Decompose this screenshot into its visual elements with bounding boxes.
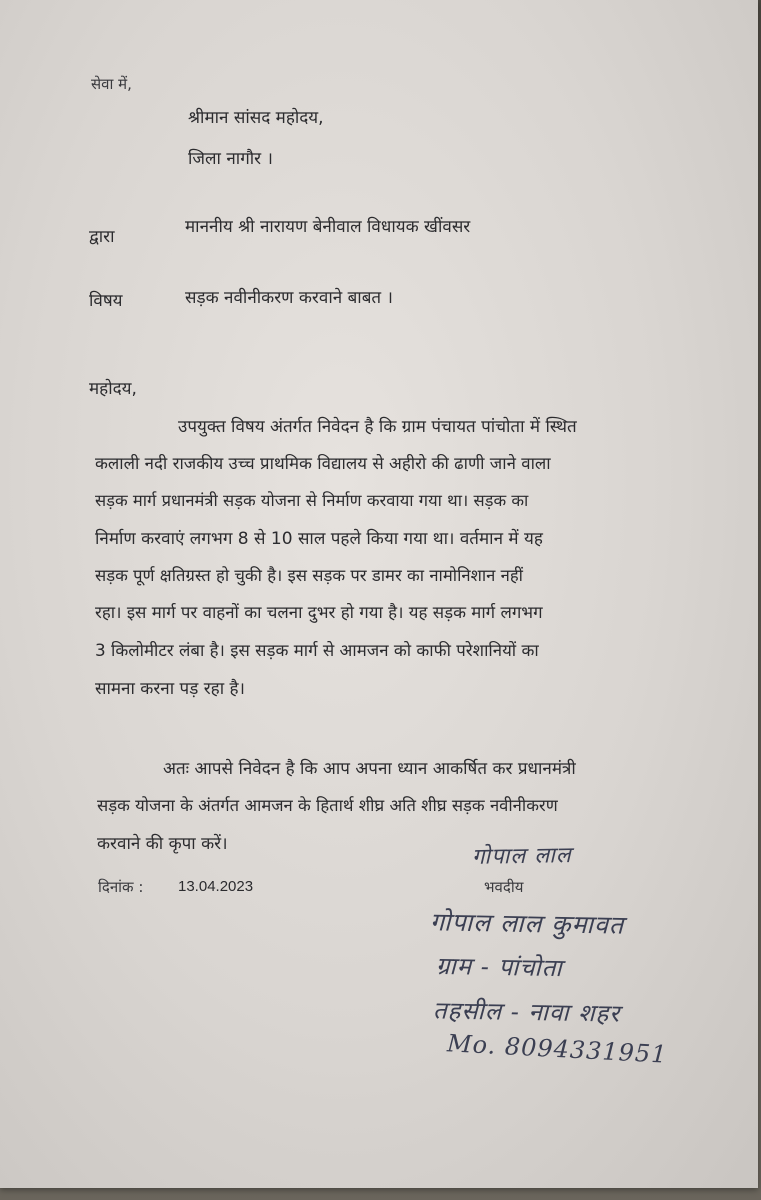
salutation-to: सेवा में, [91, 75, 132, 93]
date-value: 13.04.2023 [178, 878, 254, 895]
body-line: सड़क पूर्ण क्षतिग्रस्त हो चुकी है। इस सड़क पर डामर का नामोनिशान नहीं [95, 566, 523, 585]
body-line: उपयुक्त विषय अंतर्गत निवेदन है कि ग्राम पंचायत पांचोता में स्थित [178, 417, 577, 437]
handwritten-mobile: Mo. 8094331951 [446, 1029, 669, 1069]
recipient-district: जिला नागौर । [188, 149, 273, 169]
via-value: माननीय श्री नारायण बेनीवाल विधायक खींवसर [185, 217, 471, 237]
greeting: महोदय, [89, 379, 137, 399]
subject-value: सड़क नवीनीकरण करवाने बाबत । [185, 288, 393, 308]
body-line: सड़क मार्ग प्रधानमंत्री सड़क योजना से निर्माण करवाया गया था। सड़क का [95, 491, 529, 510]
handwritten-signature: गोपाल लाल [471, 843, 572, 870]
body-line: सामना करना पड़ रहा है। [95, 679, 245, 699]
subject-label: विषय [89, 291, 123, 311]
handwritten-tehsil: तहसील - नावा शहर [432, 996, 621, 1028]
via-label: द्वारा [89, 227, 115, 247]
handwritten-name: गोपाल लाल कुमावत [429, 907, 625, 940]
request-line: अतः आपसे निवेदन है कि आप अपना ध्यान आकर्षित कर प्रधानमंत्री [163, 759, 576, 779]
date-label: दिनांक : [98, 878, 144, 896]
handwritten-village: ग्राम - पांचोता [435, 951, 563, 983]
closing: भवदीय [484, 878, 524, 896]
recipient-title: श्रीमान सांसद महोदय, [188, 108, 324, 128]
body-line: रहा। इस मार्ग पर वाहनों का चलना दुभर हो गया है। यह सड़क मार्ग लगभग [95, 602, 543, 622]
body-line: 3 किलोमीटर लंबा है। इस सड़क मार्ग से आमजन को काफी परेशानियों का [95, 640, 539, 660]
request-line: करवाने की कृपा करें। [97, 834, 228, 854]
body-line: निर्माण करवाएं लगभग 8 से 10 साल पहले किया गया था। वर्तमान में यह [95, 529, 543, 549]
request-line: सड़क योजना के अंतर्गत आमजन के हितार्थ शीघ्र अति शीघ्र सड़क नवीनीकरण [97, 796, 558, 815]
body-line: कलाली नदी राजकीय उच्च प्राथमिक विद्यालय से अहीरो की ढाणी जाने वाला [95, 453, 551, 473]
